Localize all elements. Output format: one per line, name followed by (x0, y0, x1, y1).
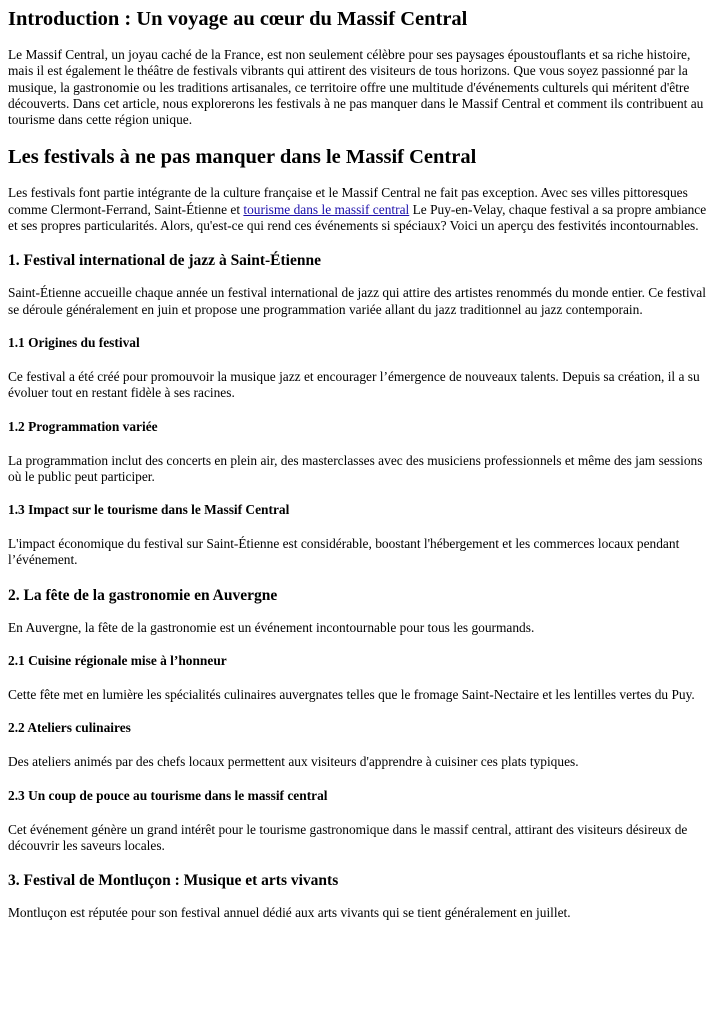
festivals-paragraph (8, 185, 712, 234)
article (0, 7, 720, 922)
culinary-workshops-paragraph: Des ateliers animés par des chefs locaux permettent aux visiteurs d'apprendre à cuisiner ces plats typiques. (8, 754, 579, 770)
gastronomy-heading: 2. La fête de la gastronomie en Auvergne (8, 586, 278, 604)
montlucon-heading: 3. Festival de Montluçon : Musique et arts vivants (8, 872, 339, 890)
festivals-text-after-link: Le Puy-en-Velay, chaque festival a sa propre ambiance et ses propres particularités. Alors, qu'est-ce qui rend ces événements si spéciaux? Voici un aperçu des festivités incontournables. (8, 201, 707, 234)
intro-title: Introduction : Un voyage au cœur du Massif Central (8, 8, 468, 30)
intro-paragraph: Le Massif Central, un joyau caché de la France, est non seulement célèbre pour ses paysages époustouflants et sa riche histoire, mais il est également le théâtre de festivals vibrants qui attirent des visiteurs de tous horizons. Que vous soyez passionné par la musique, la gastronomie ou les traditions artisanales, ce territoire offre une multitude d'événements culturels qui méritent d'être découverts. Dans cet article, nous explorerons les festivals à ne pas manquer dans le Massif Central et comment ils contribuent au tourisme dans cette région unique. (8, 47, 704, 128)
culinary-workshops-heading: 2.2 Ateliers culinaires (8, 720, 131, 736)
regional-cuisine-paragraph: Cette fête met en lumière les spécialités culinaires auvergnates telles que le fromage Saint-Nectaire et les lentilles vertes du Puy. (8, 687, 695, 703)
jazz-origins-heading: 1.1 Origines du festival (8, 334, 140, 350)
jazz-origins-paragraph: Ce festival a été créé pour promouvoir la musique jazz et encourager l’émergence de nouveaux talents. Depuis sa création, il a su évoluer tout en restant fidèle à ses racines. (8, 368, 700, 401)
jazz-festival-heading: 1. Festival international de jazz à Saint-Étienne (8, 252, 321, 270)
montlucon-paragraph: Montluçon est réputée pour son festival annuel dédié aux arts vivants qui se tient généralement en juillet. (8, 905, 571, 921)
jazz-impact-heading: 1.3 Impact sur le tourisme dans le Massif Central (8, 502, 290, 518)
jazz-program-heading: 1.2 Programmation variée (8, 418, 158, 434)
jazz-festival-paragraph: Saint-Étienne accueille chaque année un festival international de jazz qui attire des artistes renommés du monde entier. Ce festival se déroule généralement en juin et propose une programmation variée allant du jazz traditionnel au jazz contemporain. (8, 285, 706, 317)
festivals-section-title: Les festivals à ne pas manquer dans le Massif Central (8, 146, 477, 169)
regional-cuisine-heading: 2.1 Cuisine régionale mise à l’honneur (8, 653, 227, 669)
jazz-program-paragraph: La programmation inclut des concerts en plein air, des masterclasses avec des musiciens professionnels et même des jam sessions où le public peut participer. (8, 452, 703, 484)
tourism-boost-heading: 2.3 Un coup de pouce au tourisme dans le massif central (8, 787, 328, 803)
jazz-impact-paragraph: L'impact économique du festival sur Saint-Étienne est considérable, boostant l'hébergement et les commerces locaux pendant l’événement. (8, 536, 680, 568)
tourism-link[interactable]: tourisme dans le massif central (243, 201, 410, 217)
festivals-text-before-link: Les festivals font partie intégrante de la culture française et le Massif Central ne fait pas exception. Avec ses villes pittoresques comme Clermont-Ferrand, Saint-Étienne et (8, 185, 688, 217)
gastronomy-paragraph: En Auvergne, la fête de la gastronomie est un événement incontournable pour tous les gourmands. (8, 619, 535, 635)
tourism-boost-paragraph: Cet événement génère un grand intérêt pour le tourisme gastronomique dans le massif central, attirant des visiteurs désireux de découvrir les saveurs locales. (8, 821, 688, 853)
